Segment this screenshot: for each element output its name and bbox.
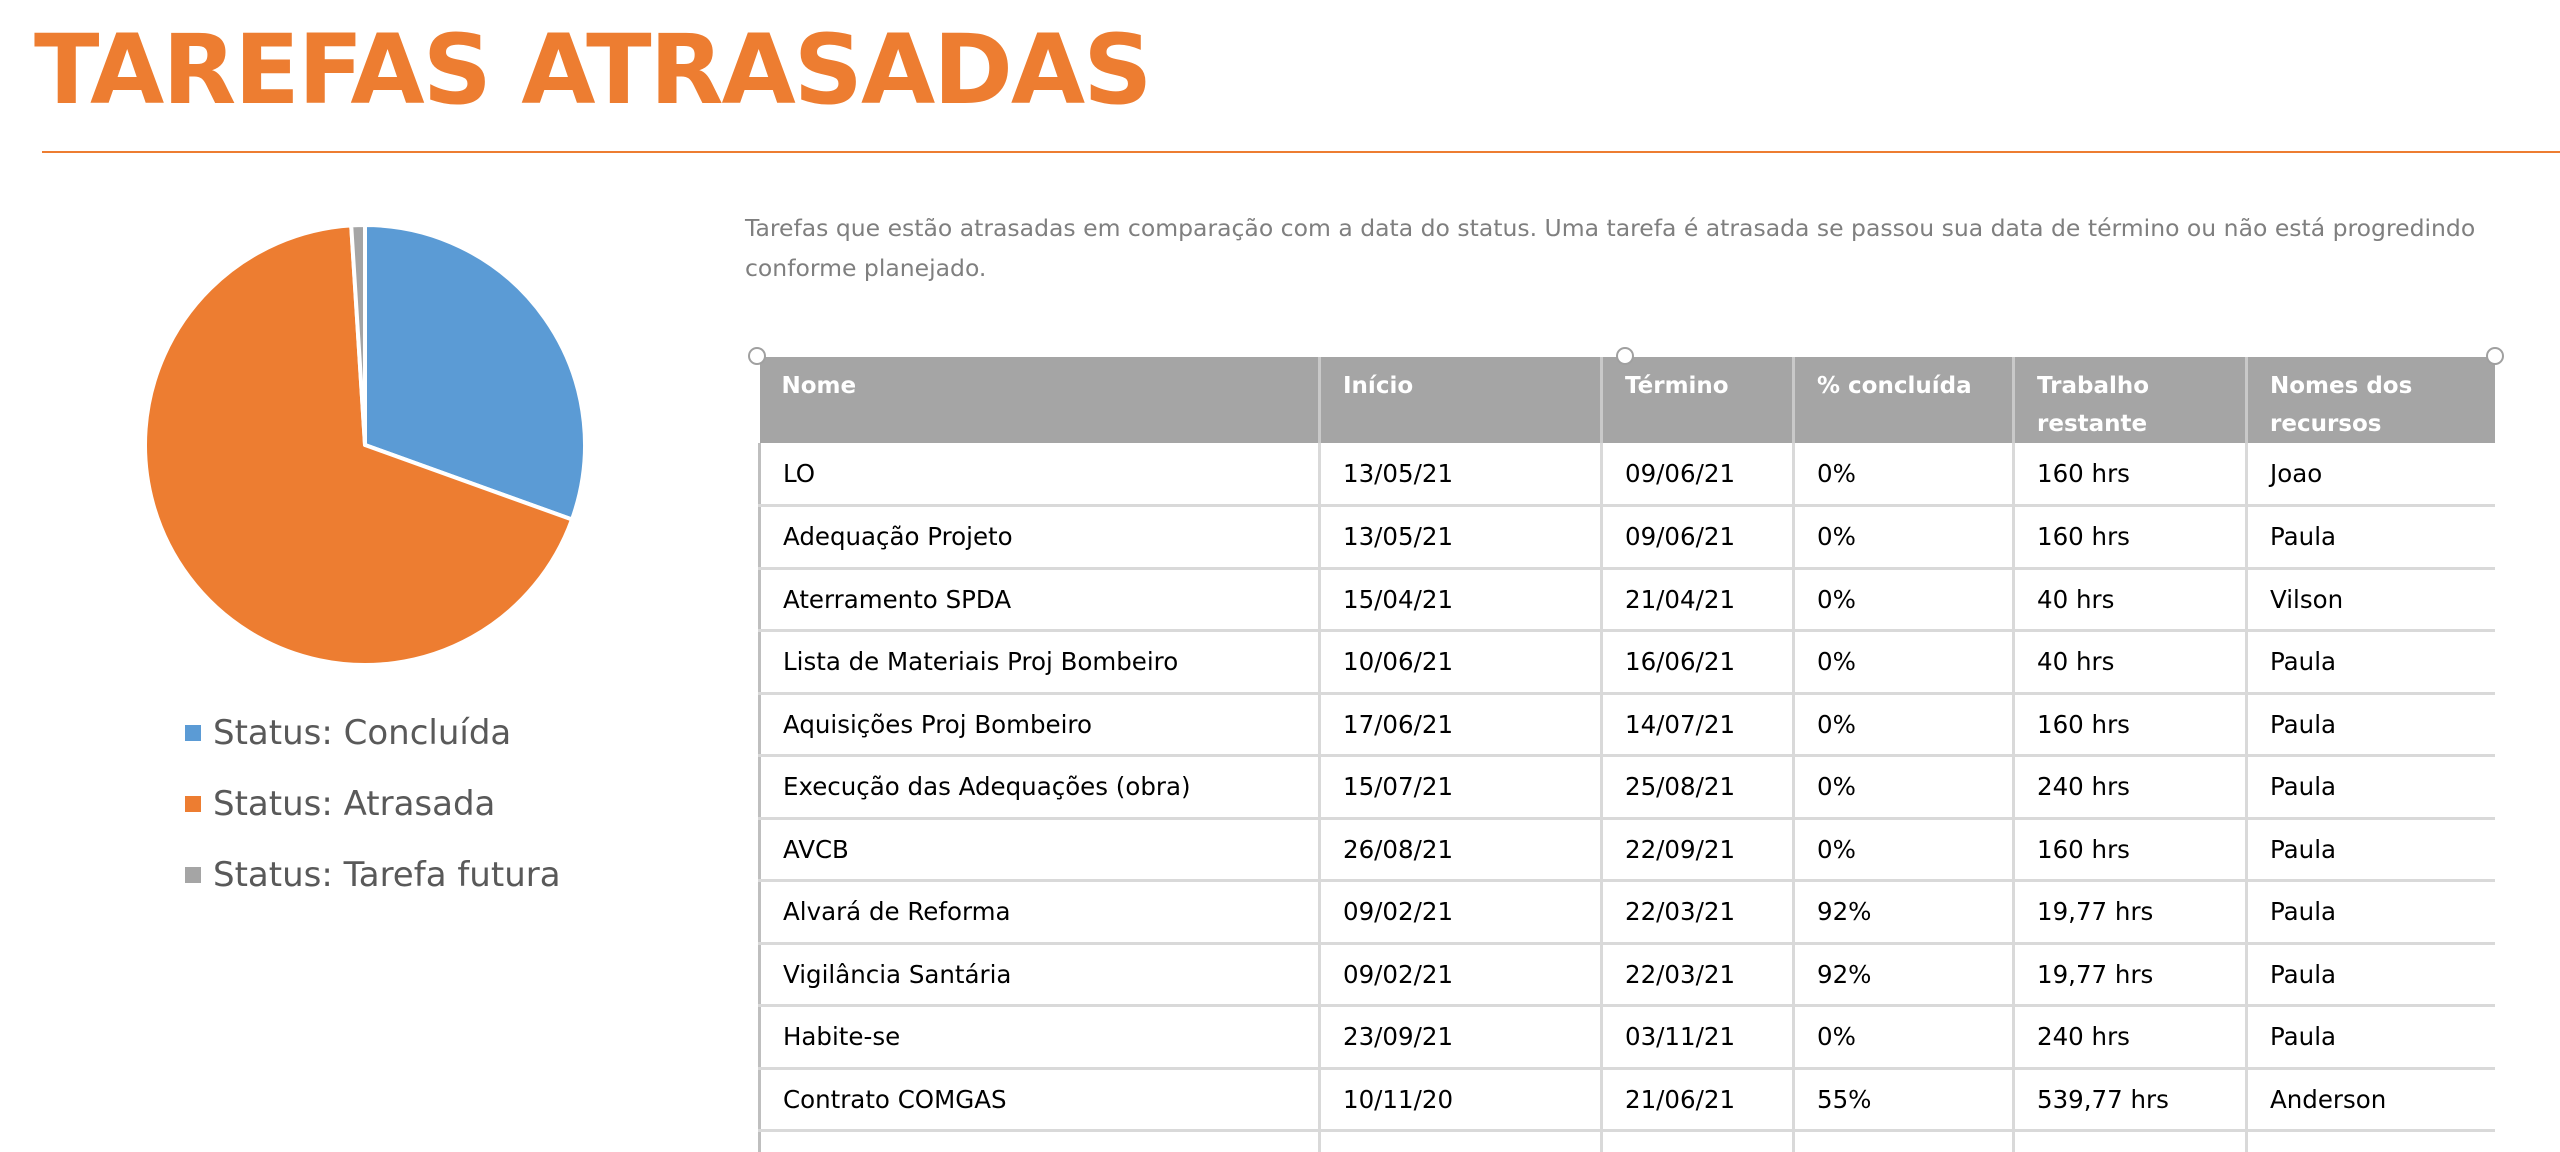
table-row[interactable] — [760, 818, 2496, 881]
table-cell[interactable]: 09/02/21 — [1320, 943, 1602, 1006]
table-cell[interactable]: 10/11/20 — [1320, 1068, 1602, 1131]
table-cell[interactable]: Paula — [2247, 943, 2496, 1006]
table-cell[interactable]: Aterramento SPDA — [760, 568, 1320, 631]
table-cell[interactable]: 55% — [1794, 1068, 2014, 1131]
legend-label: Status: Concluída — [213, 713, 512, 753]
table-cell[interactable] — [1602, 1131, 1794, 1152]
column-header[interactable]: % concluída — [1794, 357, 2014, 443]
table-cell[interactable]: Joao — [2247, 443, 2496, 506]
table-cell[interactable]: 17/06/21 — [1320, 693, 1602, 756]
table-row[interactable] — [760, 568, 2496, 631]
table-cell[interactable]: 14/07/21 — [1602, 693, 1794, 756]
table-row[interactable] — [760, 756, 2496, 819]
table-cell[interactable]: 0% — [1794, 443, 2014, 506]
legend-swatch — [185, 725, 201, 741]
table-cell[interactable]: Paula — [2247, 1006, 2496, 1069]
table-row[interactable] — [760, 443, 2496, 506]
table-cell[interactable]: 25/08/21 — [1602, 756, 1794, 819]
table-cell[interactable]: Execução das Adequações (obra) — [760, 756, 1320, 819]
table-cell[interactable]: Paula — [2247, 881, 2496, 944]
table-cell[interactable]: 0% — [1794, 506, 2014, 569]
table-cell[interactable]: 13/05/21 — [1320, 443, 1602, 506]
table-cell[interactable]: Paula — [2247, 818, 2496, 881]
table-cell[interactable]: 0% — [1794, 818, 2014, 881]
table-cell[interactable]: AVCB — [760, 818, 1320, 881]
table-cell[interactable]: Vilson — [2247, 568, 2496, 631]
table-row[interactable] — [760, 693, 2496, 756]
table-row[interactable] — [760, 881, 2496, 944]
legend-label: Status: Tarefa futura — [213, 855, 561, 895]
table-cell[interactable]: 160 hrs — [2014, 506, 2247, 569]
table-cell[interactable]: LO — [760, 443, 1320, 506]
table-cell[interactable]: 21/06/21 — [1602, 1068, 1794, 1131]
resize-handle-top-left[interactable] — [748, 347, 766, 365]
table-cell[interactable]: 26/08/21 — [1320, 818, 1602, 881]
resize-handle-top-center[interactable] — [1616, 347, 1634, 365]
status-pie-chart[interactable] — [140, 220, 590, 670]
legend-item — [185, 786, 561, 822]
column-header[interactable]: Trabalho restante — [2014, 357, 2247, 443]
table-header-row — [760, 357, 2496, 443]
table-cell[interactable]: Paula — [2247, 756, 2496, 819]
table-cell[interactable]: 09/06/21 — [1602, 443, 1794, 506]
table-description: Tarefas que estão atrasadas em comparação com a data do status. Uma tarefa é atrasada se passou sua data de término ou não está progredindo conforme planejado. — [745, 214, 2476, 282]
table-cell[interactable]: 0% — [1794, 568, 2014, 631]
table-cell[interactable]: Aquisições Proj Bombeiro — [760, 693, 1320, 756]
table-cell[interactable]: 15/04/21 — [1320, 568, 1602, 631]
table-cell[interactable]: 22/03/21 — [1602, 881, 1794, 944]
table-cell[interactable]: 03/11/21 — [1602, 1006, 1794, 1069]
table-cell[interactable]: 0% — [1794, 756, 2014, 819]
page-title: TAREFAS ATRASADAS — [34, 14, 1151, 126]
table-cell[interactable]: 160 hrs — [2014, 693, 2247, 756]
table-row[interactable] — [760, 506, 2496, 569]
column-header[interactable]: Nome — [760, 357, 1320, 443]
table-cell[interactable]: Paula — [2247, 631, 2496, 694]
table-cell[interactable]: 0% — [1794, 693, 2014, 756]
table-cell[interactable]: 92% — [1794, 881, 2014, 944]
table-row[interactable] — [760, 1006, 2496, 1069]
table-row[interactable] — [760, 631, 2496, 694]
table-cell[interactable] — [1794, 1131, 2014, 1152]
legend-swatch — [185, 867, 201, 883]
table-cell[interactable]: Alvará de Reforma — [760, 881, 1320, 944]
legend-label: Status: Atrasada — [213, 784, 496, 824]
column-header[interactable]: Início — [1320, 357, 1602, 443]
table-cell[interactable]: 22/09/21 — [1602, 818, 1794, 881]
table-cell[interactable]: 240 hrs — [2014, 1006, 2247, 1069]
table-body — [760, 443, 2496, 1152]
table-cell[interactable]: 13/05/21 — [1320, 506, 1602, 569]
table-cell[interactable]: 16/06/21 — [1602, 631, 1794, 694]
table-cell[interactable]: 40 hrs — [2014, 568, 2247, 631]
table-cell[interactable]: Lista de Materiais Proj Bombeiro — [760, 631, 1320, 694]
table-cell[interactable]: 21/04/21 — [1602, 568, 1794, 631]
table-row[interactable] — [760, 1131, 2496, 1152]
chart-legend — [185, 715, 561, 928]
table-row[interactable] — [760, 1068, 2496, 1131]
table-cell[interactable]: 0% — [1794, 1006, 2014, 1069]
table-cell[interactable]: 15/07/21 — [1320, 756, 1602, 819]
legend-swatch — [185, 796, 201, 812]
table-cell[interactable]: 19,77 hrs — [2014, 943, 2247, 1006]
resize-handle-top-right[interactable] — [2486, 347, 2504, 365]
table-cell[interactable]: Paula — [2247, 506, 2496, 569]
table-cell[interactable]: Contrato COMGAS — [760, 1068, 1320, 1131]
table-cell[interactable] — [2247, 1131, 2496, 1152]
table-cell[interactable]: 19,77 hrs — [2014, 881, 2247, 944]
table-cell[interactable]: 40 hrs — [2014, 631, 2247, 694]
table-cell[interactable]: Vigilância Santária — [760, 943, 1320, 1006]
table-cell[interactable]: 09/02/21 — [1320, 881, 1602, 944]
table-cell[interactable]: 10/06/21 — [1320, 631, 1602, 694]
late-tasks-table — [758, 357, 2495, 1152]
tasks-table-container[interactable] — [758, 357, 2495, 1152]
table-cell[interactable]: 0% — [1794, 631, 2014, 694]
table-cell[interactable]: 23/09/21 — [1320, 1006, 1602, 1069]
table-cell[interactable]: 240 hrs — [2014, 756, 2247, 819]
column-header[interactable]: Término — [1602, 357, 1794, 443]
table-cell[interactable] — [760, 1131, 1320, 1152]
legend-item — [185, 857, 561, 893]
table-cell[interactable]: 160 hrs — [2014, 443, 2247, 506]
table-cell[interactable] — [2014, 1131, 2247, 1152]
column-header[interactable]: Nomes dos recursos — [2247, 357, 2496, 443]
table-cell[interactable]: 160 hrs — [2014, 818, 2247, 881]
title-divider — [42, 151, 2560, 153]
table-row[interactable] — [760, 943, 2496, 1006]
table-cell[interactable]: Paula — [2247, 693, 2496, 756]
table-cell[interactable]: 539,77 hrs — [2014, 1068, 2247, 1131]
table-cell[interactable]: 92% — [1794, 943, 2014, 1006]
table-cell[interactable]: Adequação Projeto — [760, 506, 1320, 569]
table-cell[interactable]: Anderson — [2247, 1068, 2496, 1131]
table-cell[interactable]: 22/03/21 — [1602, 943, 1794, 1006]
table-cell[interactable] — [1320, 1131, 1602, 1152]
table-cell[interactable]: Habite-se — [760, 1006, 1320, 1069]
legend-item — [185, 715, 561, 751]
table-cell[interactable]: 09/06/21 — [1602, 506, 1794, 569]
